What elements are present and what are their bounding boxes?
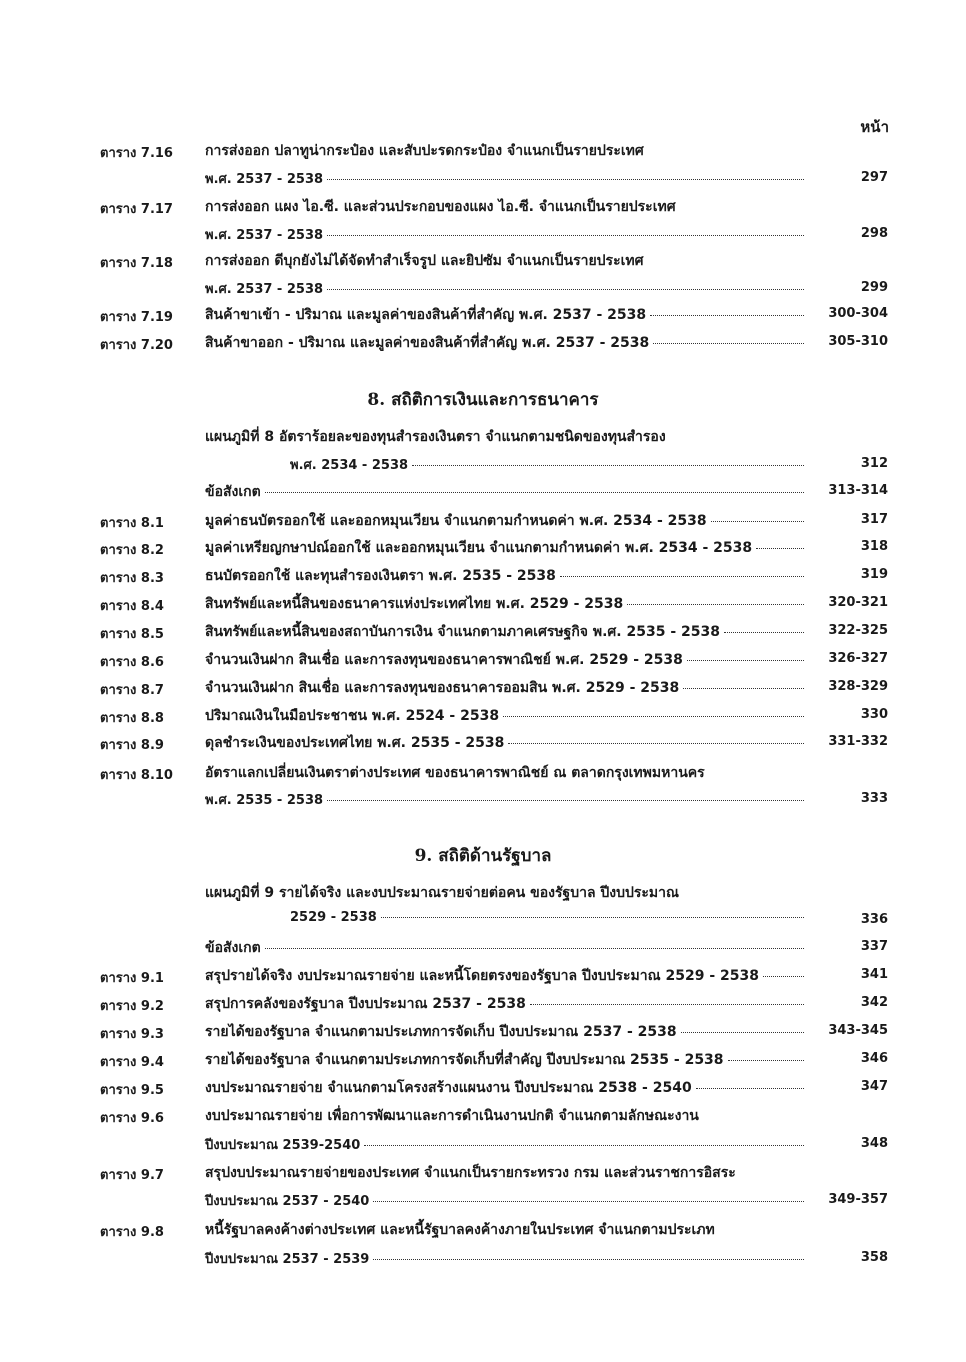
page-number: 322-325 [828,623,888,638]
entry-title: ปีงบประมาณ 2537 - 2539 [205,1252,370,1267]
page-number: 336 [860,912,888,927]
toc-entry[interactable] [0,762,966,784]
page-number: 317 [860,512,888,527]
table-number: ตาราง 7.17 [100,202,173,217]
toc-entry[interactable] [0,332,966,354]
table-number: ตาราง 9.4 [100,1055,164,1070]
page-number: 337 [860,939,888,954]
dot-leader [265,948,804,949]
entry-title: สินทรัพย์และหนี้สินของธนาคารแห่งประเทศไทย พ.ศ. 2529 - 2538 [205,596,624,612]
entry-title: อัตราแลกเปลี่ยนเงินตราต่างประเทศ ของธนาคารพาณิชย์ ณ ตลาดกรุงเทพมหานคร [205,765,705,781]
table-number: ตาราง 8.2 [100,543,164,558]
entry-title: สินค้าขาออก - ปริมาณ และมูลค่าของสินค้าที่สำคัญ พ.ศ. 2537 - 2538 [205,335,650,351]
toc-entry[interactable] [0,937,966,959]
dot-leader [653,343,804,344]
page-number: 341 [860,967,888,982]
page-number: 343-345 [828,1023,888,1038]
table-number: ตาราง 8.7 [100,683,164,698]
section-title-government: 9. สถิติด้านรัฐบาล [414,846,552,866]
page-number: 312 [860,456,888,471]
toc-entry[interactable] [0,593,966,615]
page-number: 300-304 [828,306,888,321]
toc-entry[interactable] [0,732,966,754]
dot-leader [687,660,804,661]
dot-leader [381,917,804,918]
dot-leader [650,315,804,316]
page-number: 349-357 [828,1192,888,1207]
table-number: ตาราง 8.6 [100,655,164,670]
toc-entry[interactable] [0,565,966,587]
page-number: 348 [860,1136,888,1151]
toc-entry[interactable] [0,1049,966,1071]
entry-title: มูลค่าเหรียญกษาปณ์ออกใช้ และออกหมุนเวียน จำแนกตามกำหนดค่า พ.ศ. 2534 - 2538 [205,540,753,556]
entry-title: พ.ศ. 2537 - 2538 [205,282,324,297]
entry-title: พ.ศ. 2537 - 2538 [205,172,324,187]
page-number: 330 [860,707,888,722]
toc-entry[interactable] [0,1219,966,1241]
dot-leader [373,1201,804,1202]
toc-entry[interactable] [0,1105,966,1127]
entry-title: รายได้ของรัฐบาล จำแนกตามประเภทการจัดเก็บที่สำคัญ ปีงบประมาณ 2535 - 2538 [205,1052,724,1068]
entry-title: งบประมาณรายจ่าย จำแนกตามโครงสร้างแผนงาน ปีงบประมาณ 2538 - 2540 [205,1080,692,1096]
entry-title: หนี้รัฐบาลคงค้างต่างประเทศ และหนี้รัฐบาลคงค้างภายในประเทศ จำแนกตามประเภท [205,1222,715,1238]
dot-leader [327,289,804,290]
toc-entry[interactable] [0,1190,966,1212]
entry-title: การส่งออก แผง ไอ.ซี. และส่วนประกอบของแผง ไอ.ซี. จำแนกเป็นรายประเทศ [205,199,676,215]
toc-entry[interactable] [0,882,966,904]
dot-leader [265,492,804,493]
dot-leader [724,632,804,633]
toc-entry[interactable] [0,649,966,671]
table-number: ตาราง 8.10 [100,768,173,783]
entry-title: แผนภูมิที่ 8 อัตราร้อยละของทุนสำรองเงินตรา จำแนกตามชนิดของทุนสำรอง [205,429,666,445]
page-number: 347 [860,1079,888,1094]
table-number: ตาราง 7.16 [100,146,173,161]
toc-entry[interactable] [0,196,966,218]
page-number: 318 [860,539,888,554]
entry-title: สินค้าขาเข้า - ปริมาณ และมูลค่าของสินค้าที่สำคัญ พ.ศ. 2537 - 2538 [205,307,647,323]
dot-leader [508,743,804,744]
dot-leader [327,235,804,236]
page-number: 299 [860,280,888,295]
entry-title: ธนบัตรออกใช้ และทุนสำรองเงินตรา พ.ศ. 2535 - 2538 [205,568,556,584]
entry-title: สรุปงบประมาณรายจ่ายของประเทศ จำแนกเป็นรายกระทรวง กรม และส่วนราชการอิสระ [205,1165,736,1181]
table-number: ตาราง 8.1 [100,516,164,531]
entry-title: มูลค่าธนบัตรออกใช้ และออกหมุนเวียน จำแนกตามกำหนดค่า พ.ศ. 2534 - 2538 [205,513,707,529]
dot-leader [728,1060,804,1061]
table-number: ตาราง 9.6 [100,1111,164,1126]
toc-entry[interactable] [0,621,966,643]
toc-entry[interactable] [0,910,966,932]
page-number: 298 [860,226,888,241]
table-number: ตาราง 7.18 [100,256,173,271]
page-number: 331-332 [828,734,888,749]
dot-leader [711,521,804,522]
page-number: 297 [860,170,888,185]
entry-title: ปีงบประมาณ 2537 - 2540 [205,1194,370,1209]
toc-entry[interactable] [0,1134,966,1156]
page-number: 326-327 [828,651,888,666]
entry-title: การส่งออก ปลาทูน่ากระป๋อง และสับปะรดกระป๋อง จำแนกเป็นรายประเทศ [205,143,644,159]
toc-entry[interactable] [0,250,966,272]
dot-leader [560,576,804,577]
entry-title: งบประมาณรายจ่าย เพื่อการพัฒนาและการดำเนินงานปกติ จำแนกตามลักษณะงาน [205,1108,699,1124]
dot-leader [364,1145,804,1146]
entry-title: แผนภูมิที่ 9 รายได้จริง และงบประมาณรายจ่ายต่อคน ของรัฐบาล ปีงบประมาณ [205,885,680,901]
page-number: 333 [860,791,888,806]
toc-entry[interactable] [0,168,966,190]
page-number: 358 [860,1250,888,1265]
toc-entry[interactable] [0,1162,966,1184]
dot-leader [530,1004,804,1005]
page-number: 328-329 [828,679,888,694]
entry-title: ปริมาณเงินในมือประชาชน พ.ศ. 2524 - 2538 [205,708,500,724]
table-number: ตาราง 8.5 [100,627,164,642]
toc-entry[interactable] [0,278,966,300]
entry-title: พ.ศ. 2535 - 2538 [205,793,324,808]
toc-entry[interactable] [0,677,966,699]
toc-entry[interactable] [0,224,966,246]
table-number: ตาราง 8.4 [100,599,164,614]
entry-title: ข้อสังเกต [205,484,261,500]
table-number: ตาราง 7.20 [100,338,173,353]
toc-entry[interactable] [0,454,966,476]
page-number: 319 [860,567,888,582]
toc-entry[interactable] [0,789,966,811]
entry-title: ปีงบประมาณ 2539-2540 [205,1138,361,1153]
table-number: ตาราง 9.1 [100,971,164,986]
entry-title: สรุปการคลังของรัฐบาล ปีงบประมาณ 2537 - 2538 [205,996,526,1012]
entry-title: 2529 - 2538 [290,910,377,925]
entry-title: การส่งออก ดีบุกยังไม่ได้จัดทำสำเร็จรูป และยิปซัม จำแนกเป็นรายประเทศ [205,253,644,269]
section-title-finance: 8. สถิติการเงินและการธนาคาร [367,390,599,410]
dot-leader [756,548,804,549]
table-number: ตาราง 8.9 [100,738,164,753]
dot-leader [412,465,804,466]
dot-leader [373,1259,804,1260]
toc-entry[interactable] [0,965,966,987]
entry-title: จำนวนเงินฝาก สินเชื่อ และการลงทุนของธนาคารพาณิชย์ พ.ศ. 2529 - 2538 [205,652,683,668]
toc-entry[interactable] [0,993,966,1015]
page-number: 346 [860,1051,888,1066]
table-number: ตาราง 8.8 [100,711,164,726]
dot-leader [503,716,804,717]
entry-title: สรุปรายได้จริง งบประมาณรายจ่าย และหนี้โดยตรงของรัฐบาล ปีงบประมาณ 2529 - 2538 [205,968,759,984]
table-number: ตาราง 9.5 [100,1083,164,1098]
entry-title: จำนวนเงินฝาก สินเชื่อ และการลงทุนของธนาคารออมสิน พ.ศ. 2529 - 2538 [205,680,680,696]
table-number: ตาราง 8.3 [100,571,164,586]
dot-leader [327,800,804,801]
entry-title: ข้อสังเกต [205,940,261,956]
dot-leader [327,179,804,180]
toc-entry[interactable] [0,304,966,326]
table-number: ตาราง 9.2 [100,999,164,1014]
table-number: ตาราง 7.19 [100,310,173,325]
toc-entry[interactable] [0,140,966,162]
entry-title: สินทรัพย์และหนี้สินของสถาบันการเงิน จำแนกตามภาคเศรษฐกิจ พ.ศ. 2535 - 2538 [205,624,720,640]
dot-leader [696,1088,804,1089]
toc-entry[interactable] [0,1021,966,1043]
page-number: 320-321 [828,595,888,610]
toc-entry[interactable] [0,537,966,559]
page-number: 342 [860,995,888,1010]
toc-entry[interactable] [0,1248,966,1270]
table-number: ตาราง 9.7 [100,1168,164,1183]
entry-title: ดุลชำระเงินของประเทศไทย พ.ศ. 2535 - 2538 [205,735,505,751]
dot-leader [683,688,804,689]
dot-leader [627,604,804,605]
dot-leader [681,1032,804,1033]
toc-entry[interactable] [0,1077,966,1099]
page-column-header: หน้า [860,118,889,136]
table-number: ตาราง 9.3 [100,1027,164,1042]
toc-entry[interactable] [0,481,966,503]
dot-leader [763,976,804,977]
entry-title: พ.ศ. 2537 - 2538 [205,228,324,243]
entry-title: รายได้ของรัฐบาล จำแนกตามประเภทการจัดเก็บ ปีงบประมาณ 2537 - 2538 [205,1024,677,1040]
page-number: 305-310 [828,334,888,349]
toc-entry[interactable] [0,426,966,448]
toc-entry[interactable] [0,705,966,727]
toc-entry[interactable] [0,510,966,532]
page-number: 313-314 [828,483,888,498]
entry-title: พ.ศ. 2534 - 2538 [290,458,409,473]
table-number: ตาราง 9.8 [100,1225,164,1240]
